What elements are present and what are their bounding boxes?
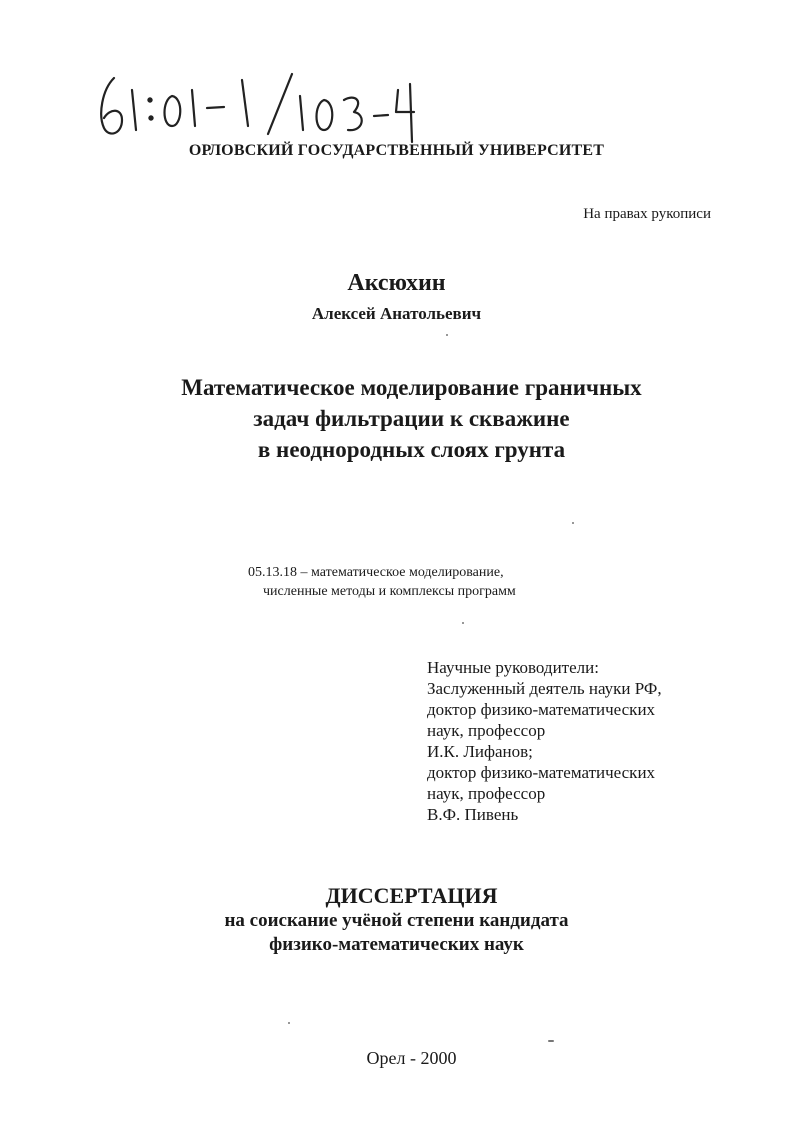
specialty-line: численные методы и комплексы программ bbox=[263, 584, 516, 599]
title-line: Математическое моделирование граничных bbox=[181, 375, 642, 400]
advisors-line: доктор физико-математических bbox=[427, 763, 656, 782]
scan-speck bbox=[288, 1022, 290, 1024]
city-year bbox=[0, 1048, 793, 1069]
advisors-line: наук, профессор bbox=[427, 784, 546, 803]
scan-speck bbox=[548, 1040, 554, 1042]
university-name: ОРЛОВСКИЙ ГОСУДАРСТВЕННЫЙ УНИВЕРСИТЕТ bbox=[188, 142, 605, 159]
advisors-line: наук, профессор bbox=[427, 721, 546, 740]
title-line: задач фильтрации к скважине bbox=[253, 406, 570, 431]
advisors-line: И.К. Лифанов; bbox=[427, 742, 533, 761]
dissertation-heading: ДИССЕРТАЦИЯ bbox=[325, 883, 498, 908]
scan-speck bbox=[462, 622, 464, 624]
city-year-text: Орел - 2000 bbox=[366, 1048, 457, 1068]
advisors-line: доктор физико-математических bbox=[427, 700, 656, 719]
advisors-line: В.Ф. Пивень bbox=[427, 805, 519, 824]
dissertation-degree-line: на соискание учёной степени кандидата bbox=[224, 910, 569, 931]
handwritten-archive-code bbox=[92, 60, 432, 150]
author-surname: Аксюхин bbox=[347, 270, 446, 296]
scan-speck bbox=[572, 522, 574, 524]
scan-speck bbox=[446, 334, 448, 336]
scientific-advisors bbox=[427, 657, 662, 825]
advisors-line: Заслуженный деятель науки РФ, bbox=[427, 679, 662, 698]
specialty-code bbox=[248, 563, 578, 601]
specialty-line: 05.13.18 – математическое моделирование, bbox=[248, 565, 504, 580]
dissertation-block bbox=[0, 883, 793, 957]
handwritten-code-drawing bbox=[92, 60, 432, 150]
dissertation-title bbox=[0, 372, 793, 465]
advisors-line: Научные руководители: bbox=[427, 658, 599, 677]
title-line: в неоднородных слоях грунта bbox=[257, 437, 566, 462]
rights-note: На правах рукописи bbox=[583, 206, 711, 222]
author-given-names: Алексей Анатольевич bbox=[311, 304, 482, 323]
dissertation-field-line: физико-математических наук bbox=[269, 934, 524, 955]
